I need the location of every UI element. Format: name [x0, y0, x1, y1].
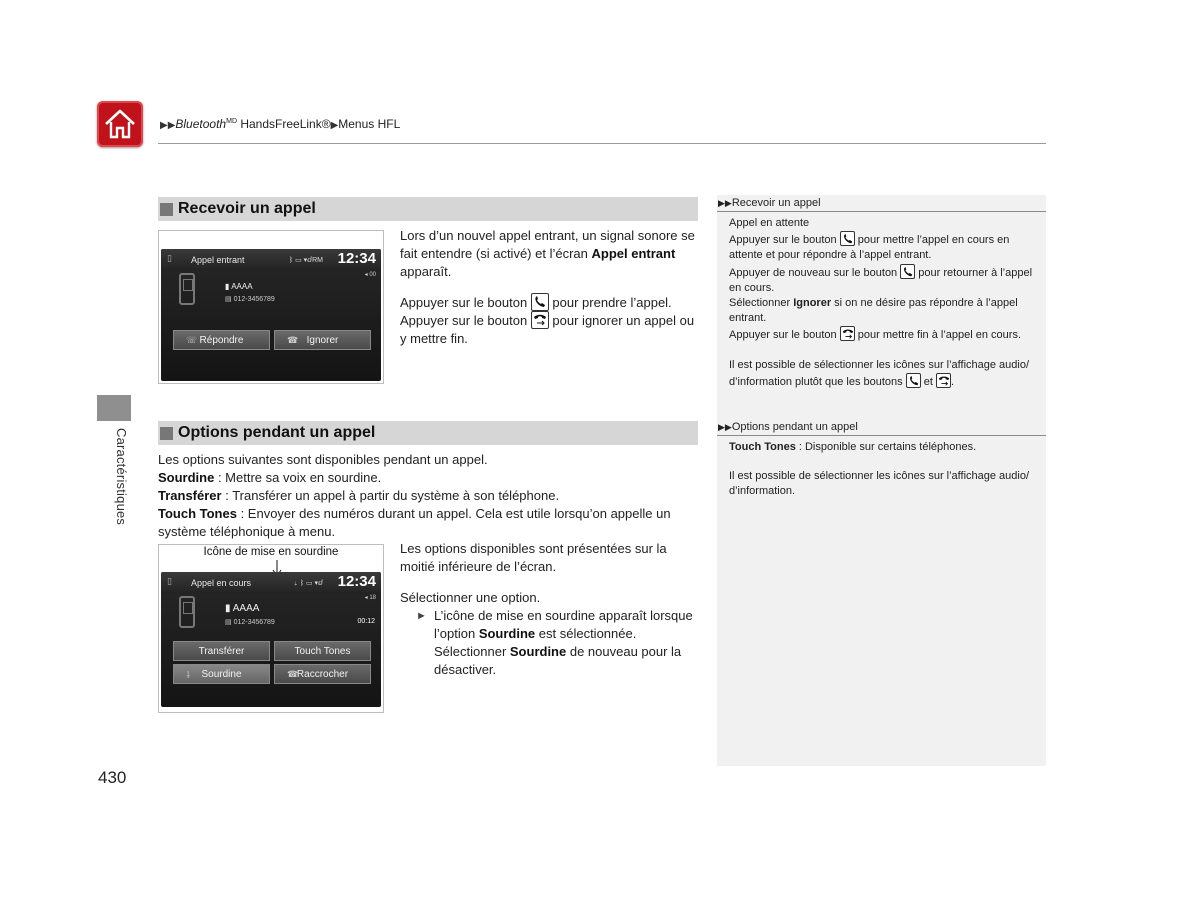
display-screen — [161, 249, 381, 381]
section-header-receive — [158, 197, 698, 221]
result-arrow-icon: ► — [416, 610, 427, 622]
note-body: Touch Tones : Disponible sur certains téléphones. Il est possible de sélectionner les icônes sur l’affichage audio/ d’information. — [729, 441, 1030, 498]
screen-status-icons: ⸸ ᛒ ▭ ▾ⅆ — [293, 580, 323, 587]
note-header: ▶▶Options pendant un appel — [718, 421, 858, 433]
note-divider — [717, 435, 1046, 436]
home-icon — [103, 107, 137, 141]
ignore-button[interactable] — [274, 330, 371, 350]
receive-paragraph-3: Appuyer sur le bouton pour ignorer un appel ou y mettre fin. — [400, 313, 695, 346]
hangup-button[interactable] — [274, 664, 371, 684]
breadcrumb-arrow-icon: ▶ — [330, 120, 339, 131]
mute-button[interactable] — [173, 664, 270, 684]
section-title: Recevoir un appel — [178, 200, 316, 217]
in-call-screenshot — [158, 544, 384, 713]
answer-button-label: Répondre — [199, 334, 244, 346]
option-touch-tones: Touch Tones : Envoyer des numéros durant un appel. Cela est utile lorsqu’on appelle un système téléphonique à menu. — [158, 506, 671, 539]
screen-clock: 12:34 — [337, 250, 376, 267]
breadcrumb-item-hfl[interactable]: HandsFreeLink® — [240, 117, 331, 131]
hangup-button-icon — [840, 326, 855, 341]
caller-name-row: ▮ AAAA — [225, 282, 253, 291]
pickup-button-icon — [840, 231, 855, 246]
phone-icon: ▯ — [167, 253, 172, 263]
incoming-call-screenshot — [158, 230, 384, 384]
screen-status-bar — [161, 572, 381, 594]
receive-paragraph-1: Lors d’un nouvel appel entrant, un signal sonore se fait entendre (si activé) et l’écran Appel entrant apparaît. — [400, 228, 695, 279]
breadcrumb-item-bluetooth[interactable]: Bluetooth — [175, 117, 227, 131]
hangup-button-label: Raccrocher — [296, 668, 349, 680]
note-marker-icon: ▶▶ — [718, 198, 732, 208]
option-mute: Sourdine : Mettre sa voix en sourdine. — [158, 470, 382, 485]
transfer-button[interactable] — [173, 641, 270, 661]
note-divider — [717, 211, 1046, 212]
breadcrumb-superscript: MD — [226, 118, 237, 125]
screen-sub-indicator: ◂ 18 — [364, 595, 376, 601]
screen-clock: 12:34 — [337, 573, 376, 590]
options-paragraph-1: Les options disponibles sont présentées sur la moitié inférieure de l’écran. — [400, 541, 667, 574]
caller-name: AAAA — [232, 603, 260, 614]
caller-name-row: ▮ AAAA — [225, 603, 260, 614]
notes-panel — [717, 195, 1046, 766]
screen-status-icons: ᛒ ▭ ▾ⅆRM — [288, 257, 323, 264]
ignore-button-label: Ignorer — [306, 334, 339, 346]
header-divider — [158, 143, 1046, 144]
screen-title: Appel en cours — [191, 578, 252, 588]
caller-number: 012-3456789 — [233, 619, 275, 626]
option-transfer: Transférer : Transférer un appel à partir du système à son téléphone. — [158, 488, 560, 503]
touch-tones-button-label: Touch Tones — [294, 645, 351, 657]
receive-paragraph-2: Appuyer sur le bouton pour prendre l’appel. — [400, 295, 672, 310]
chapter-tab-label: Caractéristiques — [114, 428, 129, 526]
handset-icon — [179, 596, 195, 628]
section-title: Options pendant un appel — [178, 424, 376, 441]
microphone-icon: ⸸ — [186, 669, 191, 680]
mute-icon-callout: Icône de mise en sourdine — [203, 546, 339, 558]
note-body: Appel en attente Appuyer sur le bouton pour mettre l’appel en cours en attente et pour répondre à l’appel entrant. Appuyer de nouveau sur le bouton pour retourner à l’appel en cours. Sélectionner Ignorer si on ne désire pas répondre à l’appel entrant. Appuyer sur le bouton pour mettre fin à l’appel en cours. Il est possible de sélectionner les icônes sur l’affichage audio/ d’information plutôt que les boutons et . — [729, 217, 1033, 388]
hangup-button-icon — [531, 311, 549, 329]
home-button[interactable] — [97, 101, 143, 147]
screen-title: Appel entrant — [191, 255, 245, 265]
touch-tones-button[interactable] — [274, 641, 371, 661]
options-result-bullet: ► L’icône de mise en sourdine apparaît lorsque l’option Sourdine est sélectionnée. Sélectionner Sourdine de nouveau pour la désactiver. — [416, 608, 693, 677]
options-list — [158, 451, 698, 541]
answer-button[interactable] — [173, 330, 270, 350]
section-square-icon — [160, 427, 173, 440]
note-options — [717, 421, 1046, 500]
answer-phone-icon: ☏ — [186, 334, 198, 345]
pickup-button-icon — [531, 293, 549, 311]
chapter-tab-marker[interactable] — [97, 395, 131, 421]
call-duration: 00:12 — [357, 618, 375, 625]
breadcrumb — [160, 117, 400, 131]
options-intro: Les options suivantes sont disponibles pendant un appel. — [158, 452, 488, 467]
phone-icon: ▯ — [167, 576, 172, 586]
pickup-button-icon — [900, 264, 915, 279]
note-marker-icon: ▶▶ — [718, 422, 732, 432]
mute-button-label: Sourdine — [201, 668, 242, 680]
handset-icon — [179, 273, 195, 305]
screen-sub-indicator: ◂ 00 — [364, 272, 376, 278]
breadcrumb-arrow-icon: ▶▶ — [160, 120, 176, 131]
transfer-button-label: Transférer — [198, 645, 245, 657]
hangup-phone-icon: ☎ — [287, 668, 299, 679]
hangup-button-icon — [936, 373, 951, 388]
options-paragraph-2: Sélectionner une option. — [400, 590, 541, 605]
page-number: 430 — [98, 768, 127, 787]
note-receive — [717, 197, 1046, 390]
pickup-button-icon — [906, 373, 921, 388]
display-screen — [161, 572, 381, 707]
hangup-phone-icon: ☎ — [287, 334, 299, 345]
screen-status-bar — [161, 249, 381, 271]
caller-number-row: ▤ 012-3456789 — [225, 619, 275, 626]
breadcrumb-item-menus[interactable]: Menus HFL — [338, 117, 401, 131]
caller-name: AAAA — [231, 282, 253, 291]
caller-number-row: ▤ 012-3456789 — [225, 296, 275, 303]
section-header-options — [158, 421, 698, 445]
caller-number: 012-3456789 — [233, 296, 275, 303]
note-header: ▶▶Recevoir un appel — [718, 197, 821, 209]
section-square-icon — [160, 203, 173, 216]
